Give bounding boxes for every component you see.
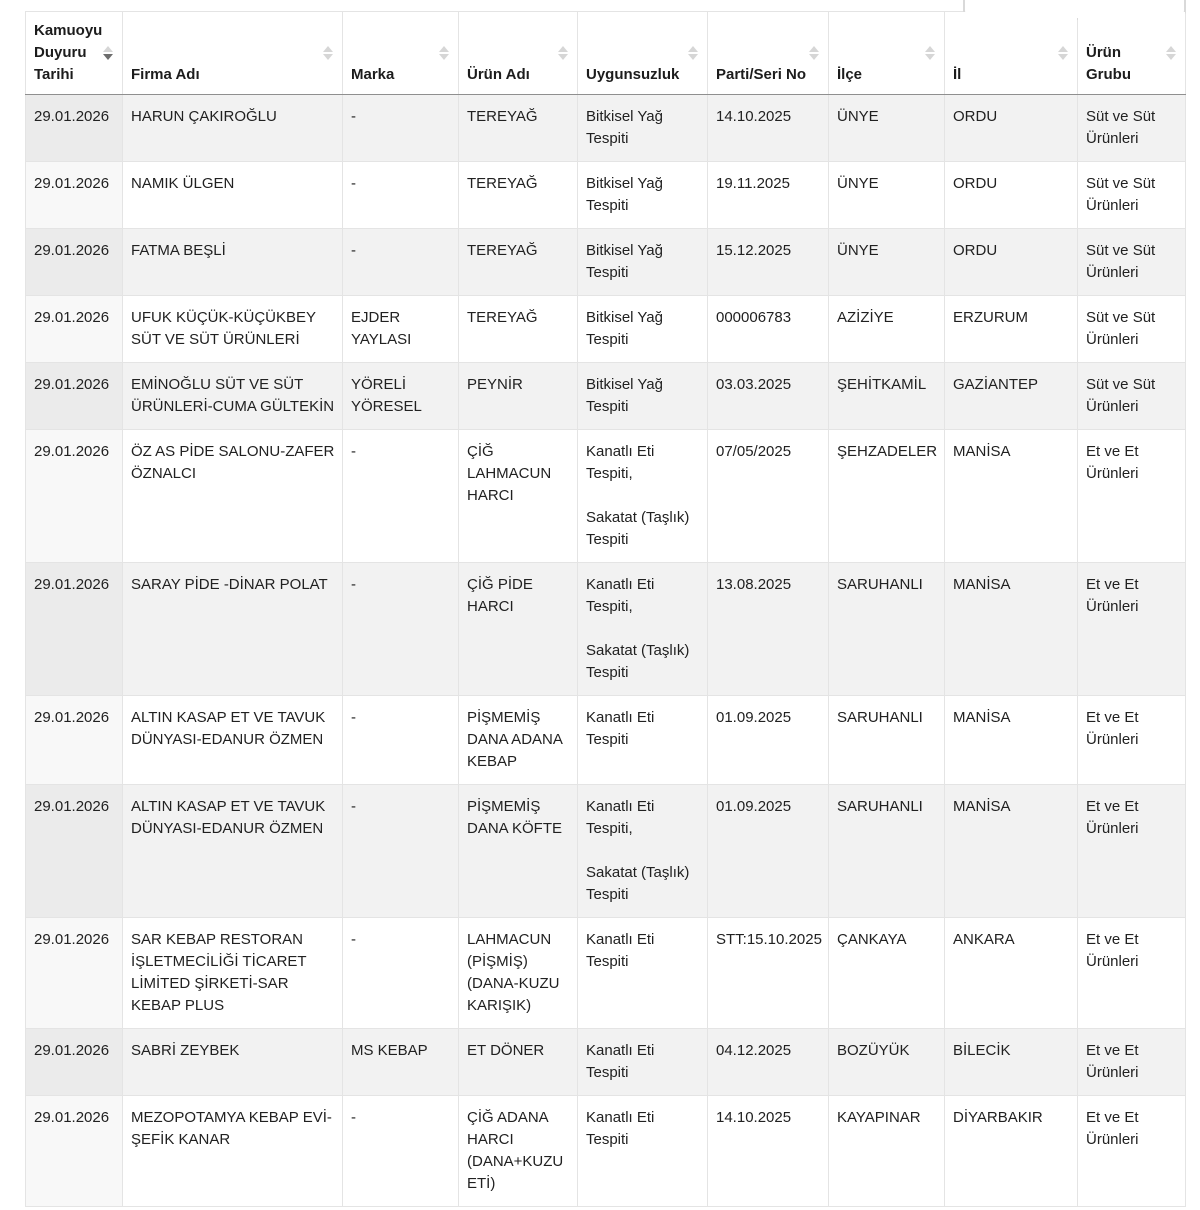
sort-icon (1058, 46, 1068, 60)
cell-urun: ÇİĞ PİDE HARCI (459, 563, 578, 696)
column-label: Parti/Seri No (716, 66, 807, 83)
cell-grup: Süt ve Süt Ürünleri (1078, 162, 1186, 229)
cell-il: ANKARA (945, 918, 1078, 1029)
cell-marka: - (343, 563, 459, 696)
cell-uygunsuzluk (578, 229, 708, 296)
cell-firma: EMİNOĞLU SÜT VE SÜT ÜRÜNLERİ-CUMA GÜLTEKİN (123, 363, 343, 430)
uygunsuzluk-item: Kanatlı Eti Tespiti (586, 1042, 655, 1081)
cell-firma: ÖZ AS PİDE SALONU-ZAFER ÖZNALCI (123, 430, 343, 563)
cell-grup: Et ve Et Ürünleri (1078, 1029, 1186, 1096)
cell-parti: 01.09.2025 (708, 696, 829, 785)
table-row (26, 430, 1186, 563)
table-row (26, 1029, 1186, 1096)
cell-firma: ALTIN KASAP ET VE TAVUK DÜNYASI-EDANUR ÖZMEN (123, 785, 343, 918)
cell-firma: FATMA BEŞLİ (123, 229, 343, 296)
cell-ilce: AZİZİYE (829, 296, 945, 363)
cell-ilce: ÜNYE (829, 229, 945, 296)
cell-marka: - (343, 696, 459, 785)
cell-uygunsuzluk (578, 918, 708, 1029)
uygunsuzluk-item: Kanatlı Eti Tespiti (586, 1109, 655, 1148)
sort-icon (103, 46, 113, 60)
cell-marka: MS KEBAP (343, 1029, 459, 1096)
table-row (26, 363, 1186, 430)
cell-parti: STT:15.10.2025 (708, 918, 829, 1029)
cell-marka: EJDER YAYLASI (343, 296, 459, 363)
cell-date: 29.01.2026 (26, 162, 123, 229)
cell-marka: - (343, 162, 459, 229)
cell-il: MANİSA (945, 696, 1078, 785)
cell-parti: 14.10.2025 (708, 1096, 829, 1207)
table-row (26, 918, 1186, 1029)
cell-grup: Et ve Et Ürünleri (1078, 430, 1186, 563)
cell-il: BİLECİK (945, 1029, 1078, 1096)
cell-ilce: ÜNYE (829, 162, 945, 229)
cell-firma: SABRİ ZEYBEK (123, 1029, 343, 1096)
cell-ilce: ÇANKAYA (829, 918, 945, 1029)
cell-grup: Süt ve Süt Ürünleri (1078, 229, 1186, 296)
cell-grup: Et ve Et Ürünleri (1078, 696, 1186, 785)
uygunsuzluk-item: Kanatlı Eti Tespiti, (586, 443, 655, 482)
column-header-date[interactable] (26, 12, 123, 95)
cell-urun: TEREYAĞ (459, 296, 578, 363)
table-row (26, 296, 1186, 363)
sort-icon (688, 46, 698, 60)
cell-il: MANİSA (945, 430, 1078, 563)
table-row (26, 162, 1186, 229)
cell-ilce: BOZÜYÜK (829, 1029, 945, 1096)
cell-urun: PİŞMEMİŞ DANA ADANA KEBAP (459, 696, 578, 785)
table-row (26, 696, 1186, 785)
cell-il: ERZURUM (945, 296, 1078, 363)
uygunsuzluk-item: Sakatat (Taşlık) Tespiti (586, 642, 690, 681)
cell-urun: ÇİĞ ADANA HARCI (DANA+KUZU ETİ) (459, 1096, 578, 1207)
cell-firma: MEZOPOTAMYA KEBAP EVİ-ŞEFİK KANAR (123, 1096, 343, 1207)
cell-marka: - (343, 95, 459, 162)
cell-firma: UFUK KÜÇÜK-KÜÇÜKBEY SÜT VE SÜT ÜRÜNLERİ (123, 296, 343, 363)
table-row (26, 229, 1186, 296)
uygunsuzluk-item: Kanatlı Eti Tespiti (586, 931, 655, 970)
cell-il: DİYARBAKIR (945, 1096, 1078, 1207)
cell-date: 29.01.2026 (26, 296, 123, 363)
cell-il: ORDU (945, 95, 1078, 162)
cell-urun: TEREYAĞ (459, 229, 578, 296)
cell-marka: - (343, 785, 459, 918)
cell-ilce: ŞEHZADELER (829, 430, 945, 563)
cell-parti: 04.12.2025 (708, 1029, 829, 1096)
cell-date: 29.01.2026 (26, 229, 123, 296)
cell-uygunsuzluk (578, 696, 708, 785)
cell-uygunsuzluk (578, 563, 708, 696)
cell-parti: 03.03.2025 (708, 363, 829, 430)
cell-parti: 13.08.2025 (708, 563, 829, 696)
cell-ilce: ŞEHİTKAMİL (829, 363, 945, 430)
sort-icon (809, 46, 819, 60)
table-row (26, 95, 1186, 162)
cell-firma: ALTIN KASAP ET VE TAVUK DÜNYASI-EDANUR ÖZMEN (123, 696, 343, 785)
cell-firma: SAR KEBAP RESTORAN İŞLETMECİLİĞİ TİCARET LİMİTED ŞİRKETİ-SAR KEBAP PLUS (123, 918, 343, 1029)
cell-ilce: SARUHANLI (829, 563, 945, 696)
table-row (26, 785, 1186, 918)
cell-ilce: SARUHANLI (829, 696, 945, 785)
sort-icon (323, 46, 333, 60)
column-header-firma[interactable] (123, 12, 343, 95)
cell-uygunsuzluk (578, 162, 708, 229)
cell-grup: Et ve Et Ürünleri (1078, 918, 1186, 1029)
uygunsuzluk-item: Bitkisel Yağ Tespiti (586, 108, 663, 147)
cell-urun: ÇİĞ LAHMACUN HARCI (459, 430, 578, 563)
cell-firma: NAMIK ÜLGEN (123, 162, 343, 229)
cell-il: ORDU (945, 162, 1078, 229)
sort-icon (439, 46, 449, 60)
column-header-il[interactable] (945, 12, 1078, 95)
uygunsuzluk-item: Sakatat (Taşlık) Tespiti (586, 864, 690, 903)
header-row (26, 12, 1186, 95)
uygunsuzluk-item: Kanatlı Eti Tespiti, (586, 798, 655, 837)
cell-parti: 14.10.2025 (708, 95, 829, 162)
column-header-uygunsuzluk[interactable] (578, 12, 708, 95)
cell-il: GAZİANTEP (945, 363, 1078, 430)
sort-icon (925, 46, 935, 60)
cell-ilce: SARUHANLI (829, 785, 945, 918)
column-header-parti[interactable] (708, 12, 829, 95)
cell-date: 29.01.2026 (26, 363, 123, 430)
cell-ilce: KAYAPINAR (829, 1096, 945, 1207)
uygunsuzluk-item: Bitkisel Yağ Tespiti (586, 242, 663, 281)
cell-urun: TEREYAĞ (459, 162, 578, 229)
cell-uygunsuzluk (578, 785, 708, 918)
cell-uygunsuzluk (578, 1029, 708, 1096)
cell-firma: SARAY PİDE -DİNAR POLAT (123, 563, 343, 696)
cell-parti: 15.12.2025 (708, 229, 829, 296)
cell-urun: ET DÖNER (459, 1029, 578, 1096)
column-header-marka[interactable] (343, 12, 459, 95)
sort-icon (558, 46, 568, 60)
column-label: Marka (351, 66, 395, 83)
column-header-ilce[interactable] (829, 12, 945, 95)
column-label: Ürün Grubu (1086, 44, 1131, 83)
cell-il: ORDU (945, 229, 1078, 296)
table-row (26, 563, 1186, 696)
sort-icon (1166, 46, 1176, 60)
cell-date: 29.01.2026 (26, 785, 123, 918)
cell-marka: YÖRELİ YÖRESEL (343, 363, 459, 430)
cell-parti: 07/05/2025 (708, 430, 829, 563)
cell-grup: Et ve Et Ürünleri (1078, 1096, 1186, 1207)
cell-il: MANİSA (945, 563, 1078, 696)
cell-uygunsuzluk (578, 1096, 708, 1207)
table-header (26, 12, 1186, 95)
cell-uygunsuzluk (578, 363, 708, 430)
table-row (26, 1096, 1186, 1207)
column-header-urun[interactable] (459, 12, 578, 95)
uygunsuzluk-item: Bitkisel Yağ Tespiti (586, 309, 663, 348)
cell-firma: HARUN ÇAKIROĞLU (123, 95, 343, 162)
uygunsuzluk-item: Bitkisel Yağ Tespiti (586, 175, 663, 214)
column-label: Uygunsuzluk (586, 66, 680, 83)
column-label: Ürün Adı (467, 66, 530, 83)
cell-date: 29.01.2026 (26, 563, 123, 696)
table-body (26, 95, 1186, 1207)
column-label: Kamuoyu Duyuru Tarihi (34, 22, 103, 83)
cell-uygunsuzluk (578, 430, 708, 563)
cell-grup: Et ve Et Ürünleri (1078, 785, 1186, 918)
uygunsuzluk-item: Sakatat (Taşlık) Tespiti (586, 509, 690, 548)
cell-il: MANİSA (945, 785, 1078, 918)
cell-grup: Süt ve Süt Ürünleri (1078, 95, 1186, 162)
cell-parti: 19.11.2025 (708, 162, 829, 229)
cell-date: 29.01.2026 (26, 696, 123, 785)
cell-urun: LAHMACUN (PİŞMİŞ) (DANA-KUZU KARIŞIK) (459, 918, 578, 1029)
uygunsuzluk-item: Bitkisel Yağ Tespiti (586, 376, 663, 415)
cell-parti: 000006783 (708, 296, 829, 363)
cell-date: 29.01.2026 (26, 1096, 123, 1207)
cell-marka: - (343, 918, 459, 1029)
column-label: İl (953, 66, 962, 83)
cell-uygunsuzluk (578, 296, 708, 363)
cell-date: 29.01.2026 (26, 95, 123, 162)
cell-marka: - (343, 430, 459, 563)
column-header-grup[interactable] (1078, 12, 1186, 95)
uygunsuzluk-item: Kanatlı Eti Tespiti (586, 709, 655, 748)
column-label: İlçe (837, 66, 863, 83)
cell-urun: PİŞMEMİŞ DANA KÖFTE (459, 785, 578, 918)
cell-parti: 01.09.2025 (708, 785, 829, 918)
cell-grup: Süt ve Süt Ürünleri (1078, 296, 1186, 363)
announcements-table (25, 11, 1186, 1207)
cell-urun: PEYNİR (459, 363, 578, 430)
cell-grup: Süt ve Süt Ürünleri (1078, 363, 1186, 430)
cell-marka: - (343, 229, 459, 296)
cell-date: 29.01.2026 (26, 430, 123, 563)
cell-marka: - (343, 1096, 459, 1207)
cell-grup: Et ve Et Ürünleri (1078, 563, 1186, 696)
cell-uygunsuzluk (578, 95, 708, 162)
column-label: Firma Adı (131, 66, 200, 83)
cell-date: 29.01.2026 (26, 918, 123, 1029)
uygunsuzluk-item: Kanatlı Eti Tespiti, (586, 576, 655, 615)
cell-date: 29.01.2026 (26, 1029, 123, 1096)
cell-urun: TEREYAĞ (459, 95, 578, 162)
cell-ilce: ÜNYE (829, 95, 945, 162)
